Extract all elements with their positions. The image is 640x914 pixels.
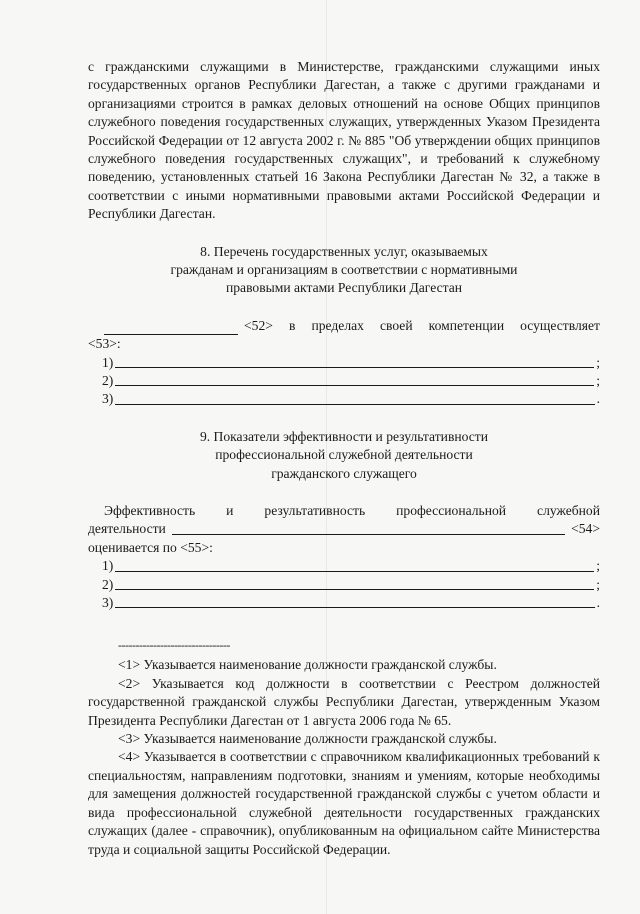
section-9-heading-line: 9. Показатели эффективности и результативности	[199, 428, 489, 444]
blank-field	[115, 606, 594, 608]
section-8-heading-line: правовыми актами Республики Дагестан	[225, 280, 463, 296]
section-9-line-text: <54>	[571, 521, 600, 537]
footnote-separator: --------------------------------	[118, 638, 230, 653]
list-item-end: .	[596, 595, 600, 611]
section-8-heading	[88, 243, 600, 298]
section-9-heading-line: профессиональной служебной деятельности	[215, 447, 473, 463]
blank-field	[115, 384, 594, 386]
blank-field	[115, 403, 594, 405]
section-9-line-text: оценивается по <55>:	[88, 539, 213, 555]
section-9-heading	[88, 428, 600, 483]
blank-field	[115, 570, 594, 572]
footnote: <2> Указывается код должности в соответствии с Реестром должностей государственной гражданской службы Республики Дагестан, утвержденным Указом Президента Республики Дагестан от 1 августа 2006 года № 65.	[88, 675, 600, 728]
footnote: <1> Указывается наименование должности гражданской службы.	[118, 657, 497, 673]
blank-field	[115, 366, 594, 368]
list-item-end: ;	[596, 576, 600, 592]
list-item-end: ;	[596, 558, 600, 574]
list-item	[88, 557, 600, 575]
blank-field	[115, 588, 594, 590]
section-8-line-text: <53>:	[88, 336, 121, 352]
list-item	[88, 372, 600, 390]
list-item-end: .	[596, 391, 600, 407]
section-9-heading-line: гражданского служащего	[271, 465, 417, 481]
section-9-line-text: Эффективность и результативность профессиональной служебной	[104, 503, 600, 519]
section-8-heading-line: 8. Перечень государственных услуг, оказываемых	[200, 243, 488, 259]
blank-field	[172, 533, 565, 535]
section-8-subject-line	[104, 317, 600, 335]
section-9-line-text: деятельности	[88, 521, 166, 537]
section-8-heading-line: гражданам и организациям в соответствии с нормативными	[170, 262, 518, 278]
list-item	[88, 576, 600, 594]
intro-paragraph: с гражданскими служащими в Министерстве, гражданскими служащими иных государственных органов Республики Дагестан, а также с другими гражданами и организациями строится в рамках деловых отношений на основе Общих принципов служебного поведения государственных служащих, утвержденных Указом Президента Российской Федерации от 12 августа 2002 г. № 885 "Об утверждении общих принципов служебного поведения государственных служащих", и требований к служебному поведению, установленных статьей 16 Закона Республики Дагестан № 32, а также в соответствии с иными нормативными правовыми актами Российской Федерации и Республики Дагестан.	[88, 59, 600, 222]
list-item	[88, 594, 600, 612]
list-item-number: 1)	[102, 354, 114, 370]
list-item-end: ;	[596, 354, 600, 370]
section-8-line-text: <52> в пределах своей компетенции осуществляет	[244, 317, 600, 333]
list-item	[88, 354, 600, 372]
list-item-number: 3)	[102, 595, 114, 611]
document-body	[88, 58, 600, 859]
list-item-number: 3)	[102, 391, 114, 407]
list-item-number: 1)	[102, 558, 114, 574]
list-item	[88, 390, 600, 408]
blank-field	[104, 322, 238, 335]
list-item-end: ;	[596, 373, 600, 389]
section-9-activity-line	[88, 520, 600, 538]
list-item-number: 2)	[102, 373, 114, 389]
footnote: <4> Указывается в соответствии с справочником квалификационных требований к специальностям, направлениям подготовки, знаниям и умениям, которые необходимы для замещения должностей государственной гражданской службы с учетом области и вида профессиональной служебной деятельности государственных гражданских служащих (далее - справочник), опубликованным на официальном сайте Министерства труда и социальной защиты Российской Федерации.	[88, 749, 600, 857]
footnote: <3> Указывается наименование должности гражданской службы.	[118, 731, 497, 747]
list-item-number: 2)	[102, 576, 114, 592]
